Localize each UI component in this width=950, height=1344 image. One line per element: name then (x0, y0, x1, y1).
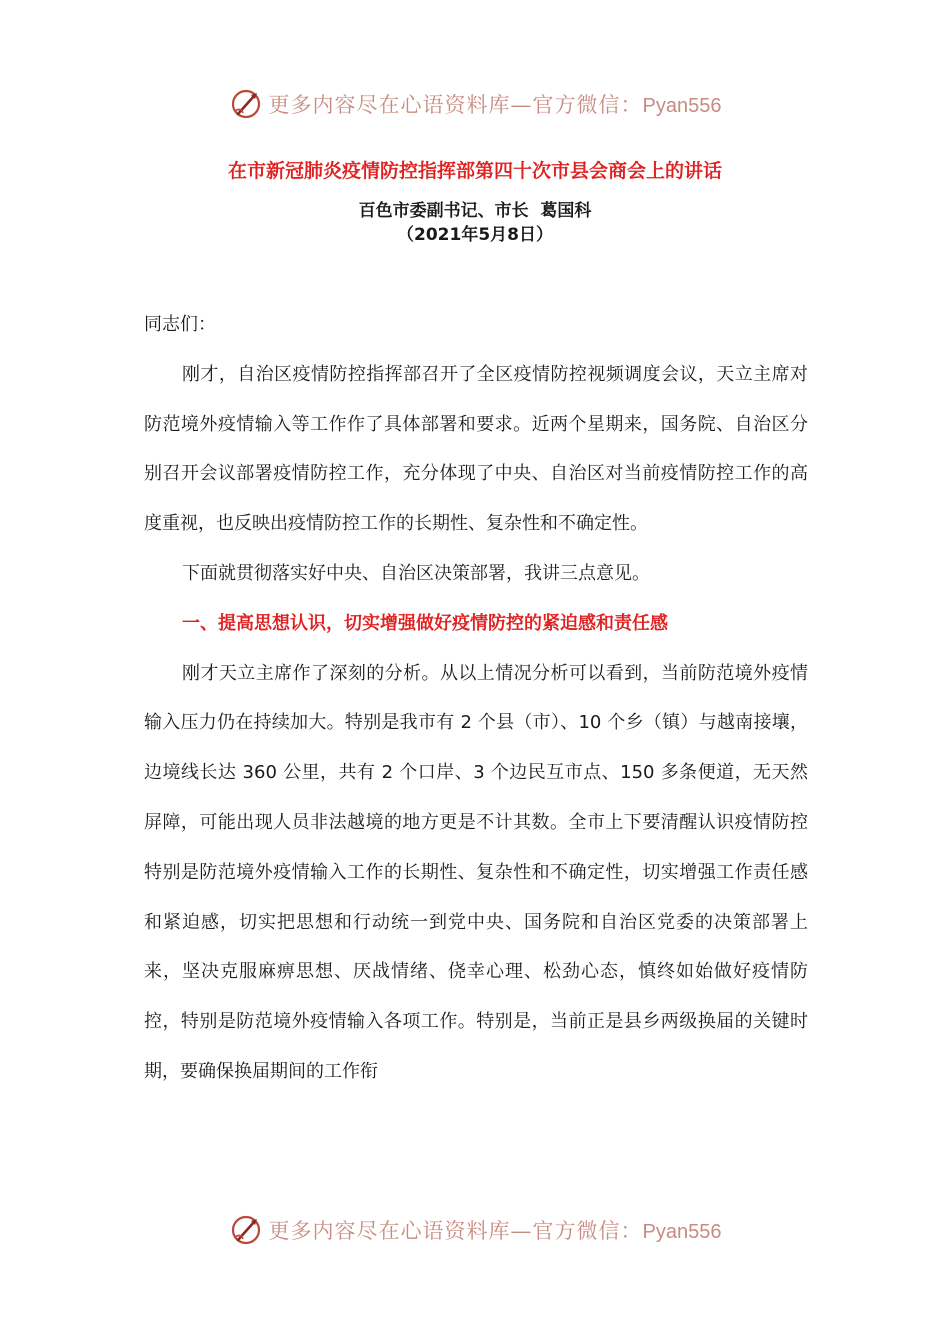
pen-logo-icon (229, 1213, 263, 1247)
header-watermark (0, 84, 950, 124)
document-author: 百色市委副书记、市长 葛国科 (358, 201, 592, 221)
section-heading: 一、提高思想认识，切实增强做好疫情防控的紧迫感和责任感 (182, 612, 668, 634)
salutation: 同志们： (144, 314, 216, 335)
pen-logo-icon (229, 87, 263, 121)
document-date: （2021年5月8日） (397, 225, 553, 245)
document-title: 在市新冠肺炎疫情防控指挥部第四十次市县会商会上的讲话 (227, 160, 722, 182)
section-paragraph: 刚才天立主席作了深刻的分析。从以上情况分析可以看到，当前防范境外疫情输入压力仍在持续加大。特别是我市有 2 个县（市）、10 个乡（镇）与越南接壤，边境线长达 360 公里，共有 2 个口岸、3 个边民互市点、150 多条便道，无天然屏障，可能出现人员非法越境的地方更是不计其数。全市上下要清醒认识疫情防控特别是防范境外疫情输入工作的长期性、复杂性和不确定性，切实增强工作责任感和紧迫感，切实把思想和行动统一到党中央、国务院和自治区党委的决策部署上来，坚决克服麻痹思想、厌战情绪、侥幸心理、松劲心态，慎终如始做好疫情防控，特别是防范境外疫情输入各项工作。特别是，当前正是县乡两级换届的关键时期，要确保换届期间的工作衔 (144, 662, 808, 1082)
document-body (144, 300, 808, 1097)
footer-watermark (0, 1210, 950, 1250)
watermark-handle: Pyan556 (642, 1221, 722, 1243)
paragraph-1: 刚才，自治区疫情防控指挥部召开了全区疫情防控视频调度会议，天立主席对防范境外疫情输入等工作作了具体部署和要求。近两个星期来，国务院、自治区分别召开会议部署疫情防控工作，充分体现了中央、自治区对当前疫情防控工作的高度重视，也反映出疫情防控工作的长期性、复杂性和不确定性。 (144, 363, 808, 535)
paragraph-2: 下面就贯彻落实好中央、自治区决策部署，我讲三点意见。 (182, 562, 650, 584)
watermark-handle: Pyan556 (642, 95, 722, 117)
watermark-text: 更多内容尽在心语资料库—官方微信：Pyan556 (268, 93, 722, 117)
watermark-text: 更多内容尽在心语资料库—官方微信：Pyan556 (268, 1219, 722, 1243)
